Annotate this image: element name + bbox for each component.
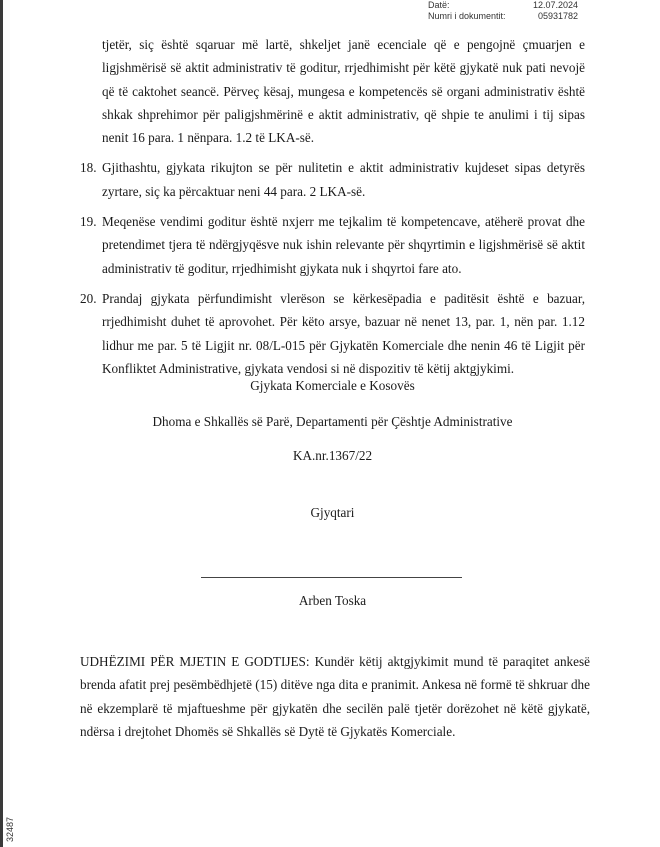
item-number: 18. xyxy=(80,160,97,176)
judge-name: Arben Toska xyxy=(298,593,367,608)
page-left-edge xyxy=(0,0,3,847)
item-text: Gjithashtu, gjykata rikujton se për nulitetin e aktit administrativ kujdeset sipas detyrës zyrtare, siç ka përcaktuar neni 44 para. 2 LKA-së. xyxy=(102,160,585,199)
item-number: 20. xyxy=(80,290,97,306)
judge-role: Gjyqtari xyxy=(310,505,355,520)
document-body xyxy=(80,33,585,380)
court-name: Gjykata Komerciale e Kosovës xyxy=(250,378,415,393)
court-department: Dhoma e Shkallës së Parë, Departamenti për Çështje Administrative xyxy=(152,414,513,429)
numbered-item-20 xyxy=(80,287,585,380)
document-header-meta xyxy=(428,0,578,22)
item-text: Meqenëse vendimi goditur është nxjerr me tejkalim të kompetencave, atëherë provat dhe pretendimet tjera të ndërgjyqësve nuk ishin relevante për shqyrtimin e ligjshmërisë së aktit administrativ të goditur, rrjedhimisht gjykata nuk i shqyrtoi fare ato. xyxy=(102,214,585,276)
date-value: 12.07.2024 xyxy=(532,0,578,10)
document-number-value: 05931782 xyxy=(537,11,578,21)
numbered-item-18 xyxy=(80,156,585,203)
numbered-item-19 xyxy=(80,210,585,280)
date-label: Datë: xyxy=(428,0,450,10)
signature-line xyxy=(201,577,462,578)
continuation-paragraph: tjetër, siç është sqaruar më lartë, shkeljet janë ecenciale që e pengojnë çmuarjen e ligjshmërisë së aktit administrativ të goditur, rrjedhimisht për këtë gjykatë nuk pati nevojë që të caktohet seancë. Përveç kësaj, mungesa e kompetencës së organi administrativ është shkak shprehimor për paligjshmërinë e aktit administrativ, që shpie te anulimi i tij sipas nenit 16 para. 1 nënpara. 1.2 të LKA-së. xyxy=(102,37,585,146)
document-number-row xyxy=(428,11,578,22)
date-row xyxy=(428,0,578,11)
document-number-label: Numri i dokumentit: xyxy=(428,11,506,21)
item-text: Prandaj gjykata përfundimisht vlerëson se kërkesëpadia e paditësit është e bazuar, rrjedhimisht duhet të aprovohet. Për këto arsye, bazuar në nenet 13, par. 1, nën par. 1.12 lidhur me par. 5 të Ligjit nr. 08/L-015 për Gjykatën Komerciale dhe nenin 46 të Ligjit për Konfliktet Administrative, gjykata vendosi si në dispozitiv të këtij aktgjykimi. xyxy=(102,290,585,376)
appeal-instruction: UDHËZIMI PËR MJETIN E GODTIJES: Kundër këtij aktgjykimit mund të paraqitet ankesë brenda afatit prej pesëmbëdhjetë (15) ditëve nga dita e pranimit. Ankesa në formë të shkruar dhe në ekzemplarë të mjaftueshme për gjykatën dhe secilën palë tjetër dorëzohet në këtë gjykatë, ndërsa i drejtohet Dhomës së Shkallës së Dytë të Gjykatës Komerciale. xyxy=(80,654,590,739)
case-number: KA.nr.1367/22 xyxy=(292,448,373,463)
margin-side-number: 32487 xyxy=(5,816,15,842)
item-number: 19. xyxy=(80,214,97,230)
